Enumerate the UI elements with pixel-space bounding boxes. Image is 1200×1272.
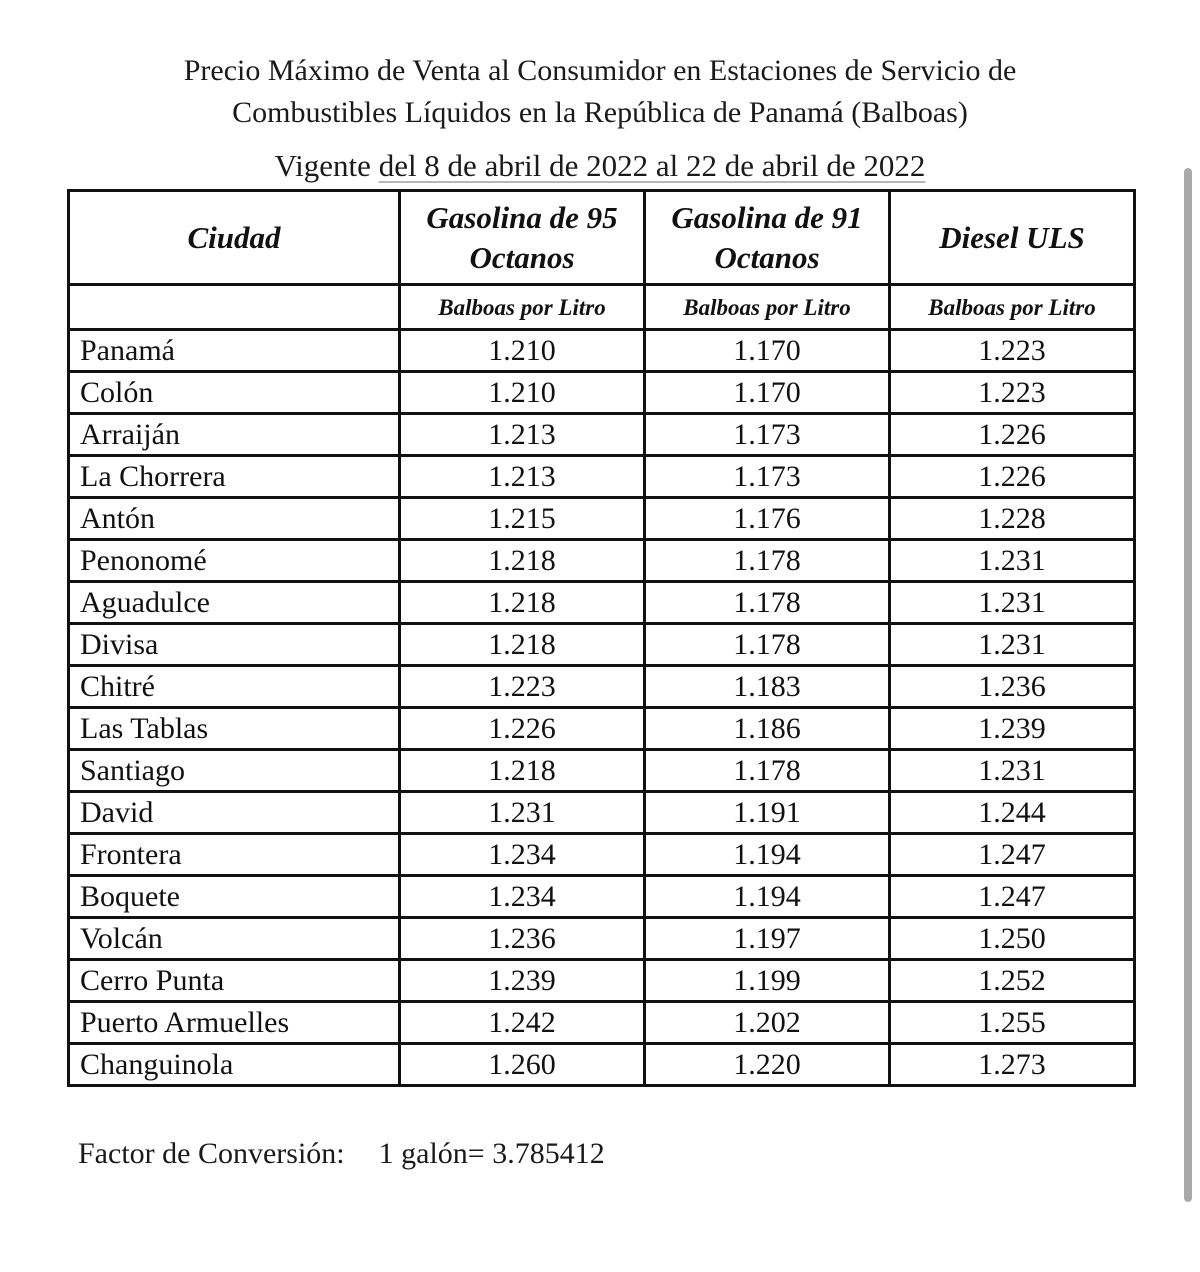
title-line-1: Precio Máximo de Venta al Consumidor en Estaciones de Servicio de [183, 54, 1017, 87]
diesel-price: 1.231 [890, 540, 1135, 582]
city-cell: Divisa [69, 624, 400, 666]
city-cell: Penonomé [69, 540, 400, 582]
gasoline-95-price: 1.218 [400, 624, 645, 666]
header-gasoline-95 [400, 191, 645, 285]
diesel-price: 1.236 [890, 666, 1135, 708]
header-gasoline-95-line1: Gasolina de 95 [426, 199, 618, 235]
gasoline-91-price: 1.178 [645, 582, 890, 624]
gasoline-95-price: 1.234 [400, 834, 645, 876]
city-cell: Santiago [69, 750, 400, 792]
gasoline-91-price: 1.173 [645, 414, 890, 456]
table-row [69, 582, 1135, 624]
city-cell: Puerto Armuelles [69, 1002, 400, 1044]
table-row [69, 1044, 1135, 1086]
city-cell: Volcán [69, 918, 400, 960]
table-row [69, 624, 1135, 666]
header-city: Ciudad [69, 191, 400, 285]
table-row [69, 666, 1135, 708]
gasoline-95-price: 1.218 [400, 750, 645, 792]
fuel-price-table [67, 189, 1136, 1087]
gasoline-91-price: 1.170 [645, 372, 890, 414]
gasoline-95-price: 1.223 [400, 666, 645, 708]
city-cell: Aguadulce [69, 582, 400, 624]
gasoline-95-price: 1.210 [400, 330, 645, 372]
city-cell: Changuinola [69, 1044, 400, 1086]
header-gasoline-91-line2: Octanos [714, 239, 820, 275]
table-row [69, 414, 1135, 456]
gasoline-91-price: 1.176 [645, 498, 890, 540]
diesel-price: 1.273 [890, 1044, 1135, 1086]
gasoline-91-price: 1.178 [645, 750, 890, 792]
diesel-price: 1.247 [890, 834, 1135, 876]
units-gasoline-91: Balboas por Litro [645, 285, 890, 330]
city-cell: Cerro Punta [69, 960, 400, 1002]
table-row [69, 330, 1135, 372]
diesel-price: 1.239 [890, 708, 1135, 750]
table-row [69, 456, 1135, 498]
diesel-price: 1.226 [890, 456, 1135, 498]
city-cell: David [69, 792, 400, 834]
diesel-price: 1.231 [890, 624, 1135, 666]
header-gasoline-95-line2: Octanos [469, 239, 575, 275]
table-row [69, 918, 1135, 960]
diesel-price: 1.252 [890, 960, 1135, 1002]
header-gasoline-91-line1: Gasolina de 91 [671, 199, 863, 235]
gasoline-91-price: 1.178 [645, 624, 890, 666]
validity-period [0, 146, 1200, 186]
table-row [69, 834, 1135, 876]
gasoline-95-price: 1.226 [400, 708, 645, 750]
gasoline-95-price: 1.215 [400, 498, 645, 540]
conversion-label: Factor de Conversión: [78, 1137, 345, 1170]
city-cell: Panamá [69, 330, 400, 372]
table-row [69, 708, 1135, 750]
validity-dates: del 8 de abril de 2022 al 22 de abril de 2022 [378, 148, 926, 183]
city-cell: Frontera [69, 834, 400, 876]
city-cell: Arraiján [69, 414, 400, 456]
gasoline-91-price: 1.191 [645, 792, 890, 834]
units-gasoline-95: Balboas por Litro [400, 285, 645, 330]
table-row [69, 960, 1135, 1002]
gasoline-91-price: 1.194 [645, 876, 890, 918]
table-row [69, 372, 1135, 414]
header-diesel-uls: Diesel ULS [890, 191, 1135, 285]
diesel-price: 1.250 [890, 918, 1135, 960]
city-cell: Antón [69, 498, 400, 540]
diesel-price: 1.247 [890, 876, 1135, 918]
gasoline-95-price: 1.239 [400, 960, 645, 1002]
diesel-price: 1.228 [890, 498, 1135, 540]
table-units-row [69, 285, 1135, 330]
diesel-price: 1.231 [890, 582, 1135, 624]
gasoline-95-price: 1.218 [400, 582, 645, 624]
gasoline-95-price: 1.236 [400, 918, 645, 960]
gasoline-95-price: 1.213 [400, 414, 645, 456]
gasoline-91-price: 1.173 [645, 456, 890, 498]
table-row [69, 792, 1135, 834]
city-cell: Chitré [69, 666, 400, 708]
units-diesel: Balboas por Litro [890, 285, 1135, 330]
city-cell: Colón [69, 372, 400, 414]
conversion-value: 1 galón= 3.785412 [378, 1137, 605, 1170]
gasoline-95-price: 1.242 [400, 1002, 645, 1044]
diesel-price: 1.223 [890, 330, 1135, 372]
city-cell: Boquete [69, 876, 400, 918]
gasoline-95-price: 1.260 [400, 1044, 645, 1086]
gasoline-91-price: 1.202 [645, 1002, 890, 1044]
diesel-price: 1.231 [890, 750, 1135, 792]
gasoline-91-price: 1.170 [645, 330, 890, 372]
vertical-scrollbar[interactable] [1184, 168, 1192, 1202]
gasoline-91-price: 1.186 [645, 708, 890, 750]
diesel-price: 1.223 [890, 372, 1135, 414]
city-cell: La Chorrera [69, 456, 400, 498]
gasoline-91-price: 1.220 [645, 1044, 890, 1086]
gasoline-95-price: 1.210 [400, 372, 645, 414]
gasoline-91-price: 1.199 [645, 960, 890, 1002]
gasoline-95-price: 1.231 [400, 792, 645, 834]
table-row [69, 498, 1135, 540]
gasoline-91-price: 1.194 [645, 834, 890, 876]
gasoline-91-price: 1.197 [645, 918, 890, 960]
gasoline-95-price: 1.218 [400, 540, 645, 582]
table-row [69, 1002, 1135, 1044]
gasoline-91-price: 1.183 [645, 666, 890, 708]
table-body [69, 330, 1135, 1086]
table-row [69, 750, 1135, 792]
header-gasoline-91 [645, 191, 890, 285]
diesel-price: 1.244 [890, 792, 1135, 834]
city-cell: Las Tablas [69, 708, 400, 750]
table-header-row [69, 191, 1135, 285]
conversion-factor [78, 1134, 605, 1174]
title-line-2: Combustibles Líquidos en la República de Panamá (Balboas) [232, 96, 968, 129]
validity-prefix: Vigente [274, 148, 379, 183]
document-title [0, 50, 1200, 134]
units-city [69, 285, 400, 330]
gasoline-95-price: 1.213 [400, 456, 645, 498]
gasoline-95-price: 1.234 [400, 876, 645, 918]
table-row [69, 540, 1135, 582]
diesel-price: 1.226 [890, 414, 1135, 456]
diesel-price: 1.255 [890, 1002, 1135, 1044]
gasoline-91-price: 1.178 [645, 540, 890, 582]
table-row [69, 876, 1135, 918]
